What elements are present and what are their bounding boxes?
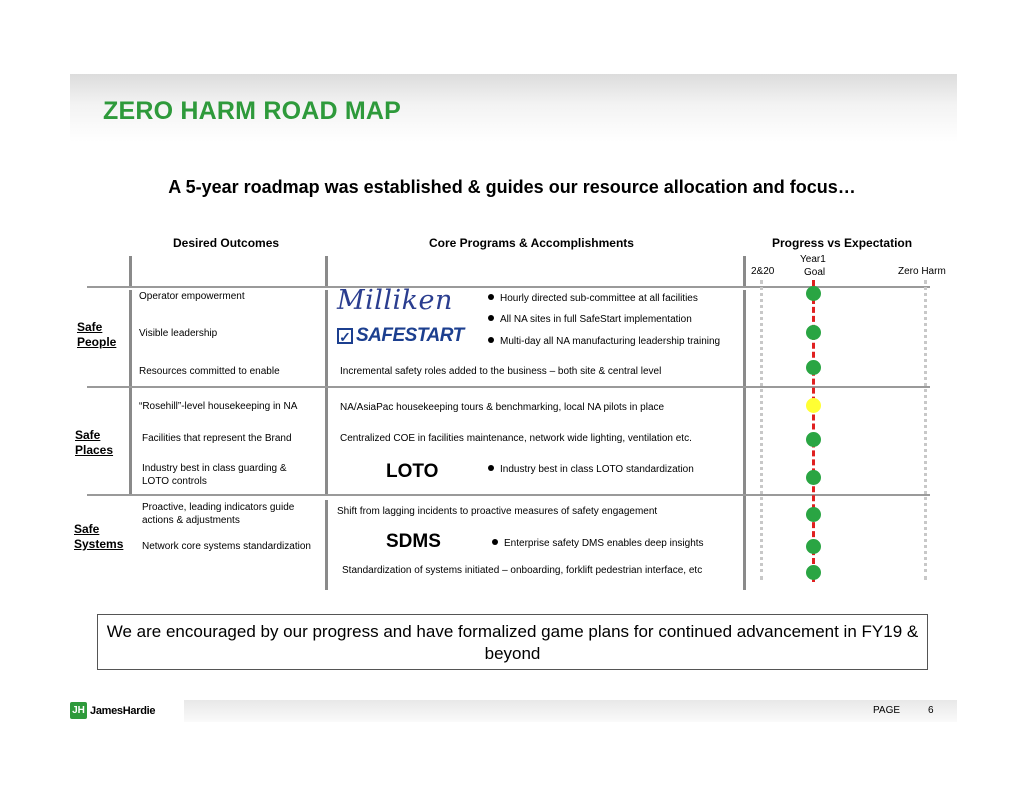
- column-header-progress: Progress vs Expectation: [772, 236, 913, 250]
- progress-dot: [806, 507, 821, 522]
- progress-dot: [806, 360, 821, 375]
- bullet-icon: [488, 337, 494, 343]
- program-item: Incremental safety roles added to the business – both site & central level: [340, 366, 662, 377]
- row-divider: [87, 386, 930, 388]
- category-safe-people: Safe People: [77, 320, 117, 349]
- column-header-programs: Core Programs & Accomplishments: [429, 236, 634, 250]
- progress-dot: [806, 539, 821, 554]
- outcome-item: Industry best in class guarding & LOTO controls: [142, 463, 287, 487]
- bullet-icon: [492, 539, 498, 545]
- progress-dot: [806, 565, 821, 580]
- axis-year1-label: Year1: [800, 254, 826, 265]
- page-title: ZERO HARM ROAD MAP: [103, 97, 402, 125]
- safestart-logo: ✓ SAFESTART: [337, 325, 464, 347]
- axis-start-label: 2&20: [751, 266, 775, 277]
- row-divider: [87, 494, 930, 496]
- category-safe-places: Safe Places: [75, 428, 114, 457]
- progress-dot: [806, 325, 821, 340]
- bullet-icon: [488, 315, 494, 321]
- outcome-item: “Rosehill”-level housekeeping in NA: [139, 401, 298, 412]
- grid-line: [743, 290, 746, 590]
- grid-line: [743, 256, 746, 286]
- column-header-outcomes: Desired Outcomes: [173, 236, 280, 250]
- progress-dot: [806, 286, 821, 301]
- program-item: Industry best in class LOTO standardization: [488, 463, 694, 476]
- milliken-logo: Milliken: [337, 285, 453, 316]
- program-item: Hourly directed sub-committee at all facilities: [488, 292, 698, 305]
- progress-dot: [806, 470, 821, 485]
- axis-goal-label: Goal: [804, 267, 826, 278]
- row-divider: [87, 286, 930, 288]
- grid-line: [325, 256, 328, 286]
- loto-logo: LOTO: [386, 461, 439, 482]
- brand-mark-icon: JH: [70, 702, 87, 719]
- progress-dot: [806, 432, 821, 447]
- axis-end-label: Zero Harm: [898, 266, 946, 277]
- progress-dot: [806, 398, 821, 413]
- outcome-item: Proactive, leading indicators guide actions & adjustments: [142, 502, 295, 526]
- outcome-item: Facilities that represent the Brand: [142, 433, 292, 444]
- grid-line: [325, 500, 328, 590]
- brand-logo: JH JamesHardie: [70, 702, 155, 719]
- outcome-item: Operator empowerment: [139, 291, 245, 302]
- program-item: NA/AsiaPac housekeeping tours & benchmarking, local NA pilots in place: [340, 402, 665, 413]
- footer-band: [184, 700, 957, 722]
- outcome-item: Resources committed to enable: [139, 366, 280, 377]
- program-item: Multi-day all NA manufacturing leadership training: [488, 335, 720, 348]
- category-safe-systems: Safe Systems: [74, 522, 124, 551]
- program-item: Centralized COE in facilities maintenance, network wide lighting, ventilation etc.: [340, 433, 692, 444]
- outcome-item: Visible leadership: [139, 328, 218, 339]
- grid-line: [325, 290, 328, 495]
- footer-message-box: We are encouraged by our progress and have formalized game plans for continued advancement in FY19 & beyond: [97, 614, 928, 670]
- bullet-icon: [488, 465, 494, 471]
- program-item: Shift from lagging incidents to proactive measures of safety engagement: [337, 506, 658, 517]
- grid-line: [129, 256, 132, 286]
- outcome-item: Network core systems standardization: [142, 541, 311, 552]
- program-item: Standardization of systems initiated – onboarding, forklift pedestrian interface, etc: [342, 565, 703, 576]
- program-item: Enterprise safety DMS enables deep insights: [492, 537, 704, 550]
- bullet-icon: [488, 294, 494, 300]
- grid-line: [129, 290, 132, 495]
- page-subtitle: A 5-year roadmap was established & guides our resource allocation and focus…: [168, 177, 856, 197]
- checkbox-icon: ✓: [337, 328, 353, 344]
- progress-start-line: [760, 280, 763, 580]
- page-label: PAGE: [873, 705, 901, 716]
- program-item: All NA sites in full SafeStart implementation: [488, 313, 692, 326]
- progress-end-line: [924, 280, 927, 580]
- sdms-logo: SDMS: [386, 531, 441, 552]
- page-number: 6: [928, 705, 934, 716]
